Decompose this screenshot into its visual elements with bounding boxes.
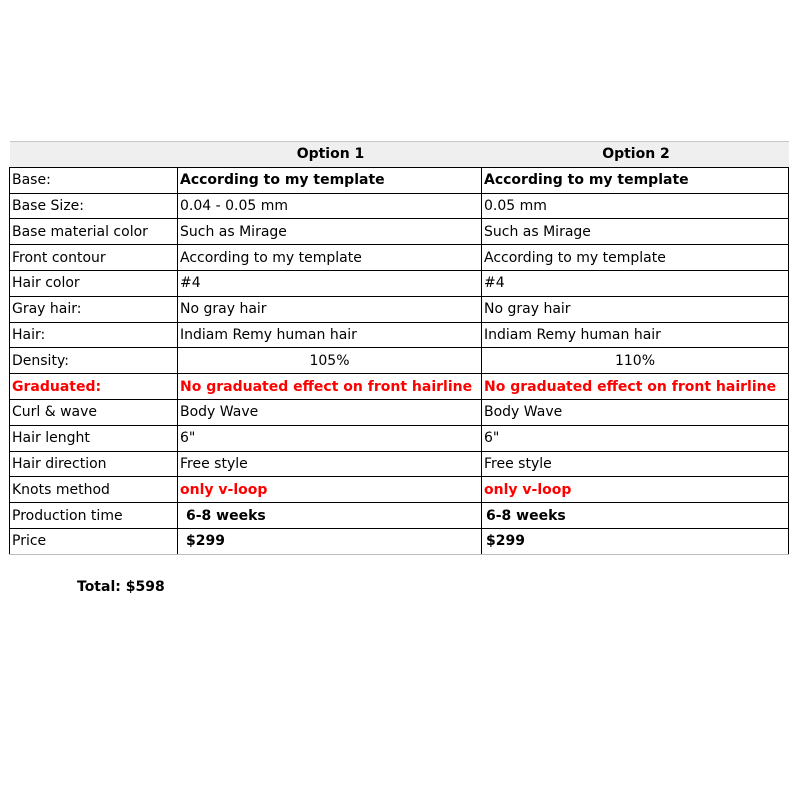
option-1-value: According to my template <box>178 167 482 193</box>
option-2-value: #4 <box>482 270 789 296</box>
option-1-value: 6-8 weeks <box>178 503 482 529</box>
option-2-value: No graduated effect on front hairline <box>482 374 789 400</box>
option-1-value: #4 <box>178 270 482 296</box>
row-front-contour <box>10 245 789 271</box>
option-1-value: 105% <box>178 348 482 374</box>
option-1-value: According to my template <box>178 245 482 271</box>
header-option-2: Option 2 <box>482 142 789 168</box>
row-label: Production time <box>10 503 178 529</box>
option-1-value: Free style <box>178 451 482 477</box>
header-option-1: Option 1 <box>178 142 482 168</box>
option-2-value: only v-loop <box>482 477 789 503</box>
row-knots-method <box>10 477 789 503</box>
options-comparison-table <box>9 141 789 555</box>
row-graduated <box>10 374 789 400</box>
row-label: Hair direction <box>10 451 178 477</box>
row-label: Hair lenght <box>10 425 178 451</box>
option-2-value: Indiam Remy human hair <box>482 322 789 348</box>
option-2-value: Body Wave <box>482 399 789 425</box>
option-2-value: According to my template <box>482 167 789 193</box>
option-1-value: No gray hair <box>178 296 482 322</box>
row-label: Base: <box>10 167 178 193</box>
option-2-value: 6-8 weeks <box>482 503 789 529</box>
option-1-value: $299 <box>178 528 482 554</box>
table-header-row <box>10 142 789 168</box>
row-label: Graduated: <box>10 374 178 400</box>
row-price <box>10 528 789 554</box>
row-hair-color <box>10 270 789 296</box>
option-1-value: only v-loop <box>178 477 482 503</box>
header-label-cell <box>10 142 178 168</box>
row-label: Base Size: <box>10 193 178 219</box>
row-label: Hair: <box>10 322 178 348</box>
row-production-time <box>10 503 789 529</box>
option-1-value: Body Wave <box>178 399 482 425</box>
row-label: Hair color <box>10 270 178 296</box>
row-base-material-color <box>10 219 789 245</box>
option-2-value: Such as Mirage <box>482 219 789 245</box>
option-2-value: 0.05 mm <box>482 193 789 219</box>
row-label: Curl & wave <box>10 399 178 425</box>
row-label: Front contour <box>10 245 178 271</box>
option-1-value: 6" <box>178 425 482 451</box>
option-1-value: Such as Mirage <box>178 219 482 245</box>
option-1-value: No graduated effect on front hairline <box>178 374 482 400</box>
row-base-size <box>10 193 789 219</box>
row-label: Base material color <box>10 219 178 245</box>
option-2-value: 6" <box>482 425 789 451</box>
row-label: Density: <box>10 348 178 374</box>
row-label: Gray hair: <box>10 296 178 322</box>
option-2-value: 110% <box>482 348 789 374</box>
row-gray-hair <box>10 296 789 322</box>
row-density <box>10 348 789 374</box>
option-2-value: No gray hair <box>482 296 789 322</box>
option-2-value: According to my template <box>482 245 789 271</box>
total-price: Total: $598 <box>77 579 165 595</box>
row-curl-wave <box>10 399 789 425</box>
option-1-value: Indiam Remy human hair <box>178 322 482 348</box>
option-1-value: 0.04 - 0.05 mm <box>178 193 482 219</box>
row-hair-length <box>10 425 789 451</box>
row-base <box>10 167 789 193</box>
row-label: Price <box>10 528 178 554</box>
option-2-value: Free style <box>482 451 789 477</box>
option-2-value: $299 <box>482 528 789 554</box>
row-hair-direction <box>10 451 789 477</box>
row-label: Knots method <box>10 477 178 503</box>
row-hair <box>10 322 789 348</box>
